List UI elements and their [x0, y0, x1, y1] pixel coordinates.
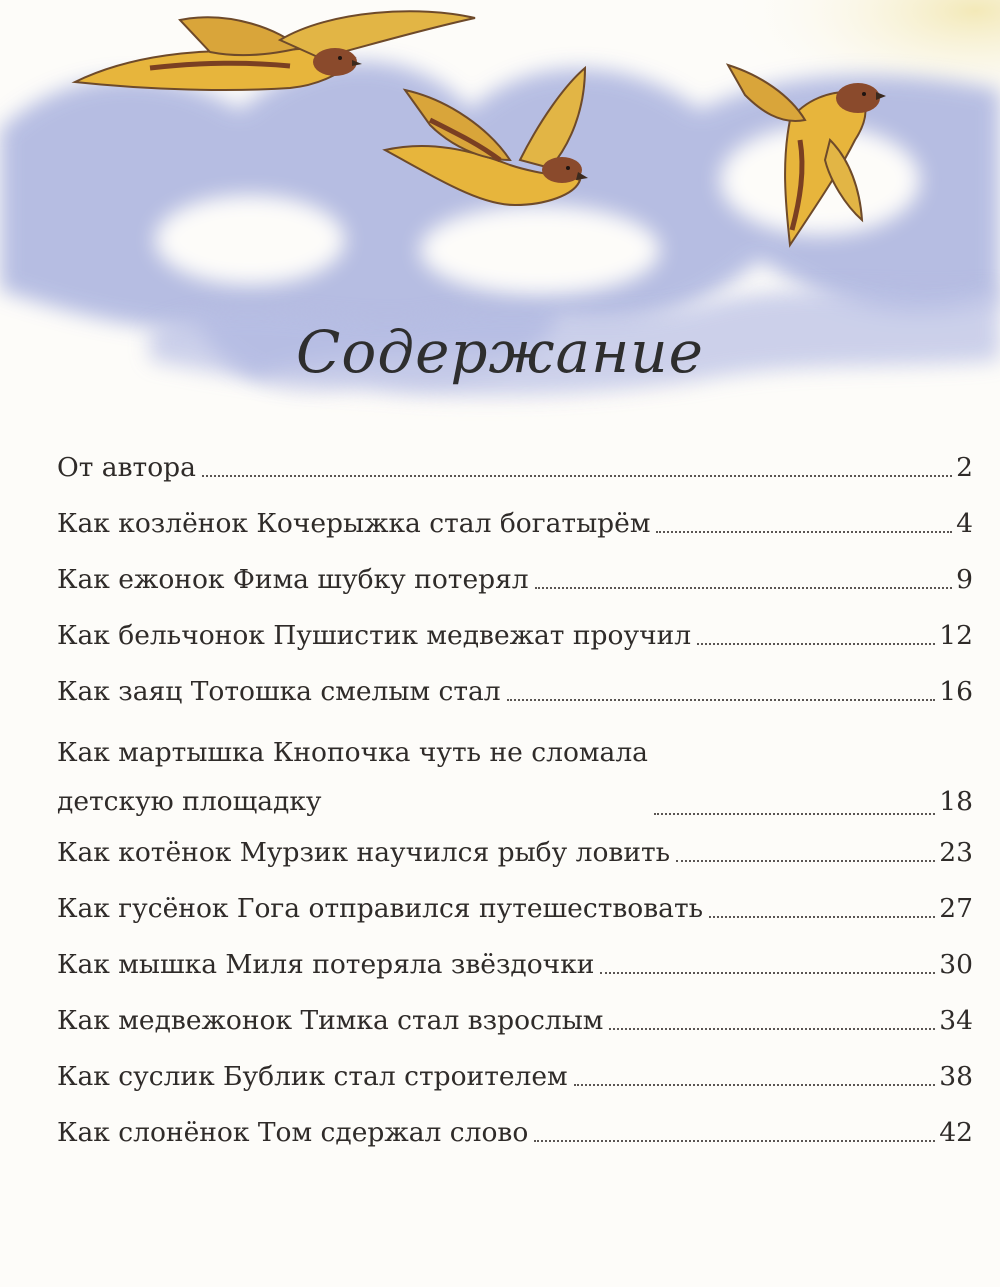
toc-entry-title: Как козлёнок Кочерыжка стал богатырём	[57, 508, 651, 539]
toc-dot-leader	[709, 916, 935, 918]
toc-entry[interactable]	[57, 833, 973, 873]
toc-entry[interactable]	[57, 1057, 973, 1097]
toc-entry-title: Как мышка Миля потеряла звёздочки	[57, 949, 595, 980]
toc-dot-leader	[534, 1140, 935, 1142]
toc-entry-title: Как бельчонок Пушистик медвежат проучил	[57, 620, 692, 651]
toc-entry-title: Как слонёнок Том сдержал слово	[57, 1117, 529, 1148]
toc-entry[interactable]	[57, 560, 973, 600]
toc-entry-page-number: 16	[939, 676, 973, 707]
toc-entry[interactable]	[57, 728, 973, 826]
toc-entry-title: Как суслик Бублик стал строителем	[57, 1061, 568, 1092]
toc-dot-leader	[609, 1028, 935, 1030]
page-title: Содержание	[296, 318, 704, 386]
toc-entry-page-number: 34	[939, 1005, 973, 1036]
toc-entry-page-number: 4	[956, 508, 973, 539]
toc-entry-title: Как мартышка Кнопочка чуть не сломала детскую площадку	[57, 737, 648, 817]
toc-entry-page-number: 2	[956, 452, 973, 483]
toc-dot-leader	[202, 475, 952, 477]
toc-entry[interactable]	[57, 672, 973, 712]
toc-entry-page-number: 42	[939, 1117, 973, 1148]
toc-entry-page-number: 27	[939, 893, 973, 924]
toc-entry[interactable]	[57, 504, 973, 544]
toc-entry-page-number: 18	[939, 786, 973, 817]
toc-dot-leader	[676, 860, 935, 862]
toc-dot-leader	[654, 813, 935, 815]
toc-dot-leader	[697, 643, 935, 645]
toc-entry[interactable]	[57, 1113, 973, 1153]
toc-entry[interactable]	[57, 616, 973, 656]
toc-dot-leader	[574, 1084, 936, 1086]
toc-entry[interactable]	[57, 448, 973, 488]
toc-entry-title: Как котёнок Мурзик научился рыбу ловить	[57, 837, 671, 868]
toc-entry-title: Как ежонок Фима шубку потерял	[57, 564, 529, 595]
toc-entry-page-number: 12	[939, 620, 973, 651]
table-of-contents	[57, 448, 973, 1169]
toc-dot-leader	[600, 972, 935, 974]
toc-entry-page-number: 9	[956, 564, 973, 595]
toc-entry-title: От автора	[57, 452, 196, 483]
toc-entry-title: Как заяц Тотошка смелым стал	[57, 676, 501, 707]
toc-entry-title: Как гусёнок Гога отправился путешествовать	[57, 893, 704, 924]
toc-entry-title: Как медвежонок Тимка стал взрослым	[57, 1005, 604, 1036]
toc-entry-page-number: 38	[939, 1061, 973, 1092]
toc-entry[interactable]	[57, 1001, 973, 1041]
toc-dot-leader	[535, 587, 952, 589]
toc-dot-leader	[507, 699, 936, 701]
toc-entry-page-number: 23	[939, 837, 973, 868]
toc-dot-leader	[656, 531, 952, 533]
toc-entry-page-number: 30	[939, 949, 973, 980]
toc-entry[interactable]	[57, 945, 973, 985]
toc-entry[interactable]	[57, 889, 973, 929]
